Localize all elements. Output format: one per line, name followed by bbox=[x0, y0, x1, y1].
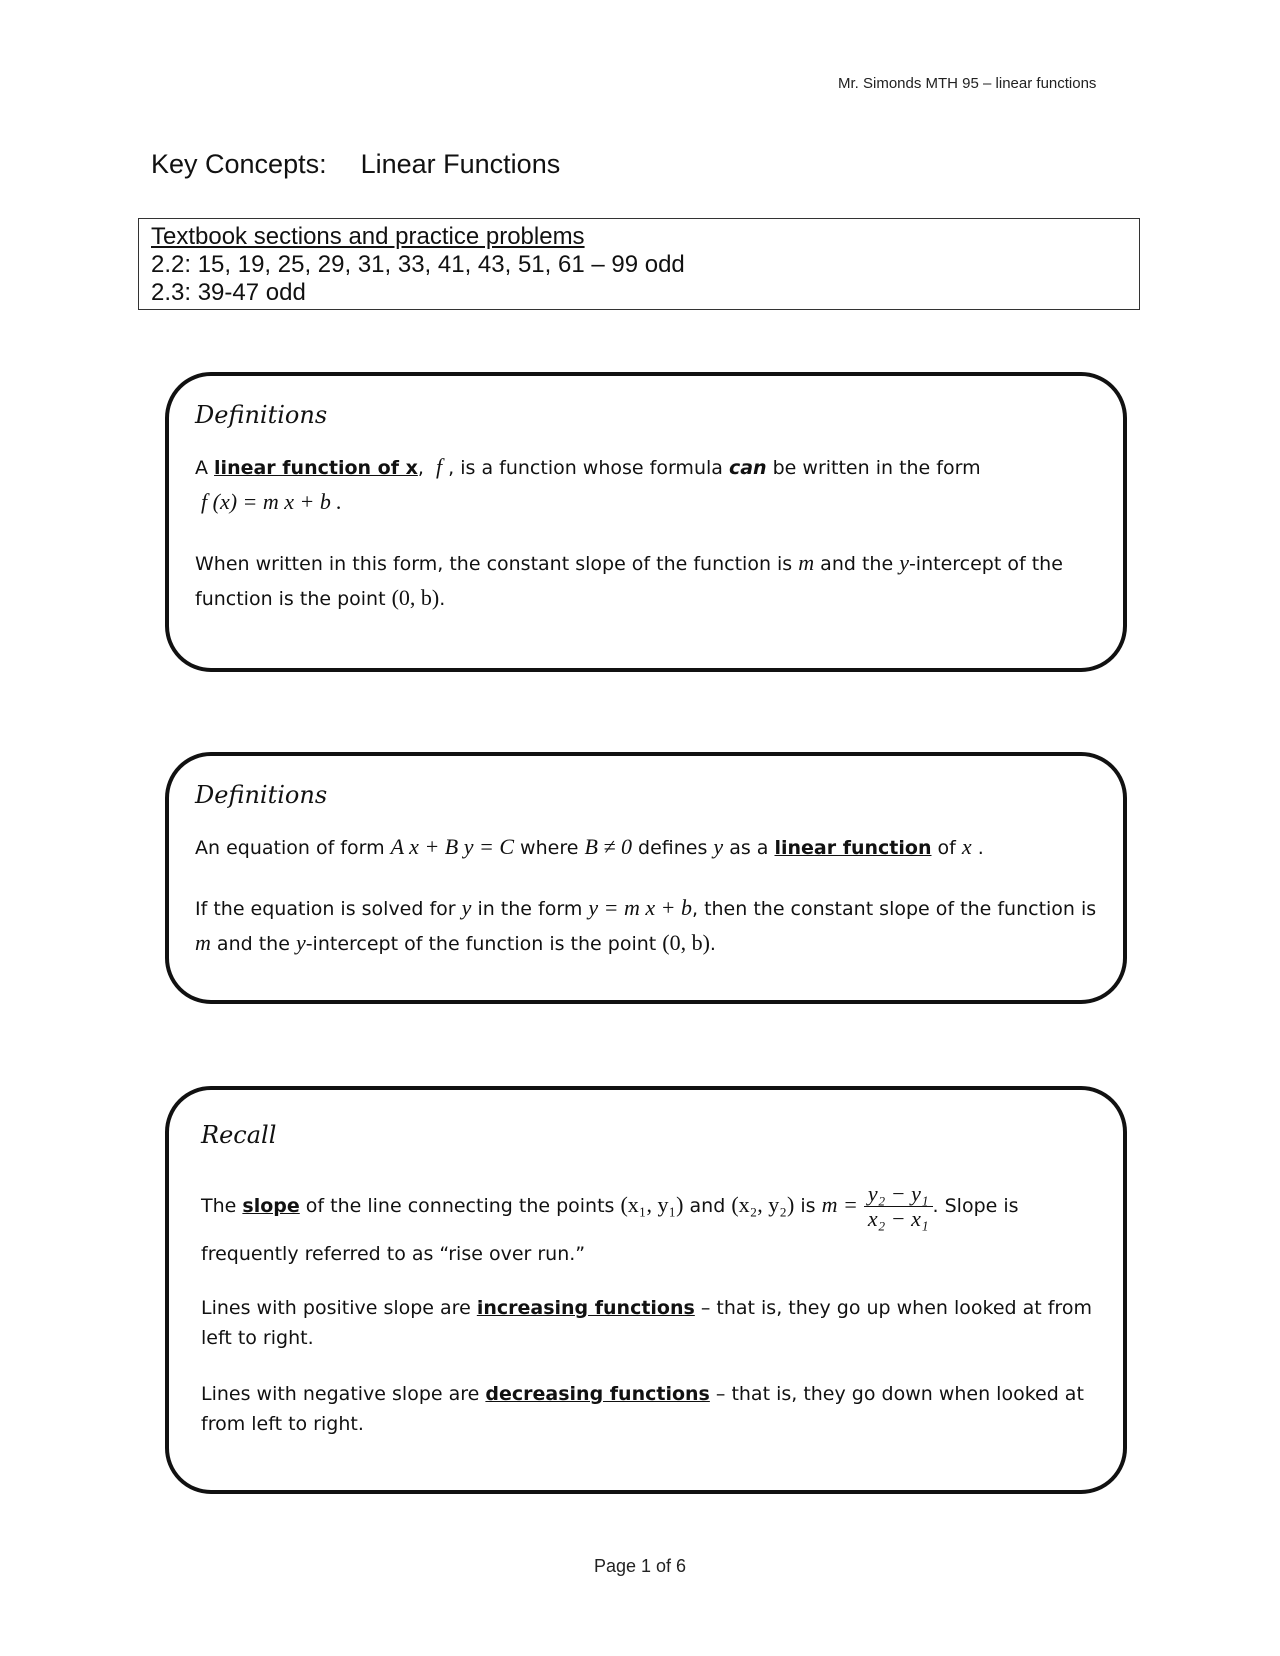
card2-paragraph-1: An equation of form A x + B y = C where B ≠ 0 defines y as a linear function of x . bbox=[195, 834, 984, 859]
card-heading: Recall bbox=[201, 1121, 277, 1149]
card3-rise-over-run: frequently referred to as “rise over run.” bbox=[201, 1243, 586, 1265]
textbook-line-1: 2.2: 15, 19, 25, 29, 31, 33, 41, 43, 51, 61 – 99 odd bbox=[151, 251, 685, 278]
page-header: Mr. Simonds MTH 95 – linear functions bbox=[838, 75, 1097, 92]
term-linear-function: linear function bbox=[774, 837, 932, 859]
card1-paragraph-1: A linear function of x, f , is a function whose formula can be written in the form bbox=[195, 454, 981, 479]
term-decreasing-functions: decreasing functions bbox=[485, 1383, 710, 1405]
card1-formula: f (x) = m x + b . bbox=[201, 489, 342, 514]
card3-paragraph-2: Lines with positive slope are increasing functions – that is, they go up when looked at from left to right. bbox=[201, 1297, 1092, 1349]
textbook-line-2: 2.3: 39-47 odd bbox=[151, 279, 306, 306]
title-left: Key Concepts: bbox=[151, 149, 327, 179]
card2-paragraph-2: If the equation is solved for y in the form y = m x + b, then the constant slope of the function is m and the y-intercept of the function is the point (0, b). bbox=[195, 895, 1097, 955]
card1-paragraph-2: When written in this form, the constant slope of the function is m and the y-intercept of the function is the point (0, b). bbox=[195, 550, 1063, 610]
card3-paragraph-3: Lines with negative slope are decreasing functions – that is, they go down when looked at from left to right. bbox=[201, 1383, 1084, 1435]
slope-fraction: $\frac{\text{y₂ − y₁}}{\text{x₂ − x₁}}$ bbox=[864, 1182, 933, 1231]
card-heading: Definitions bbox=[195, 401, 328, 429]
term-increasing-functions: increasing functions bbox=[476, 1297, 695, 1319]
page-title bbox=[151, 149, 560, 180]
textbook-heading: Textbook sections and practice problems bbox=[151, 223, 585, 250]
title-right: Linear Functions bbox=[360, 149, 561, 179]
definitions-card-1 bbox=[165, 372, 1127, 672]
textbook-box bbox=[138, 218, 1140, 310]
term-slope: slope bbox=[242, 1195, 300, 1217]
term-linear-function-of-x: linear function of x bbox=[214, 457, 418, 479]
definitions-card-2 bbox=[165, 752, 1127, 1004]
emphasis-can: can bbox=[728, 457, 767, 479]
page-number: Page 1 of 6 bbox=[593, 1556, 687, 1576]
card-heading: Definitions bbox=[195, 781, 328, 809]
recall-card bbox=[165, 1086, 1127, 1494]
card3-paragraph-1: The slope of the line connecting the points (x₁, y₁) and (x₂, y₂) is m = $\frac{\text{y₂ − y₁}}{\text{x₂ − x₁}}$ . Slope is bbox=[201, 1181, 1019, 1231]
